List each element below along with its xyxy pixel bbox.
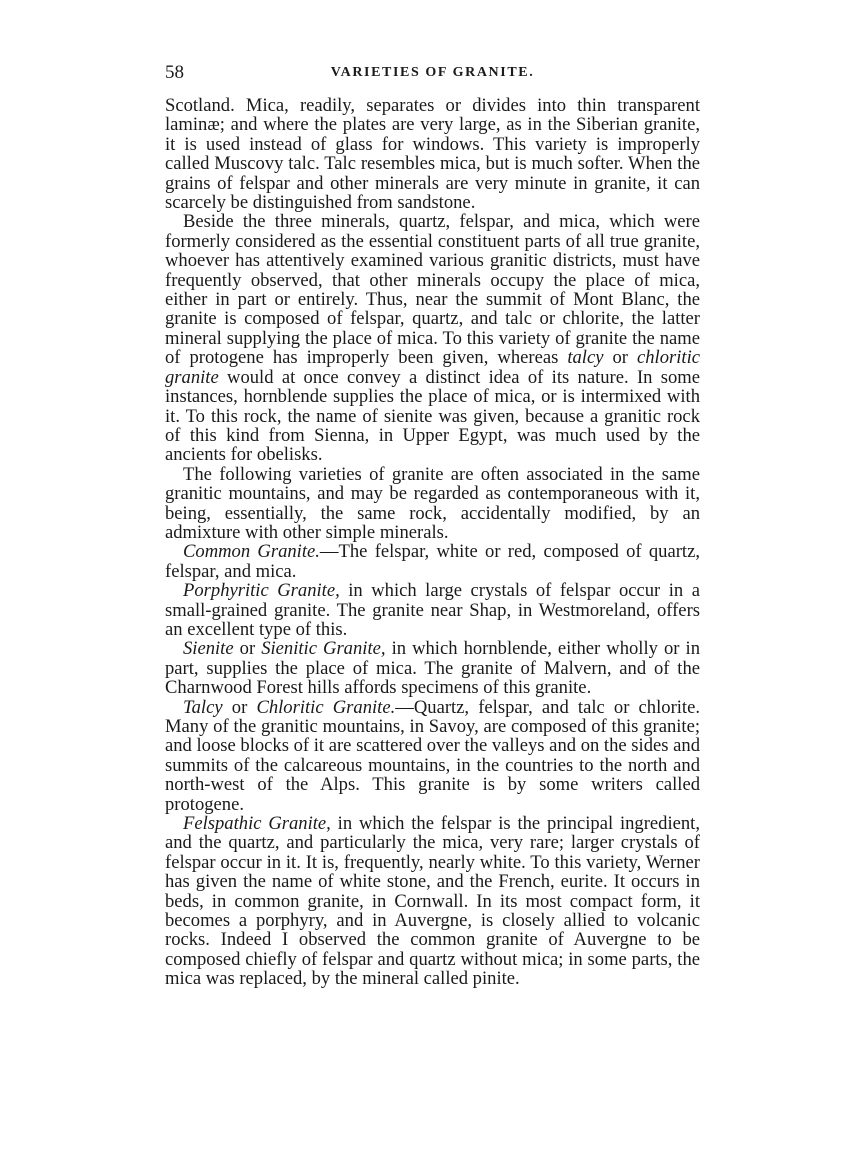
paragraph-text: in which hornblende, either wholly or in part, supplies the place of mica. The granite of Malvern, and of the Charnwood Forest hills affords specimens of this granite. <box>165 638 700 699</box>
paragraph-text: in which the felspar is the principal ingredient, and the quartz, and particularly the mica, very rare; larger crystals of felspar occur in it. It is, frequently, nearly white. To this variety, Werner has given the name of white stone, and the French, eurite. It occurs in beds, in common granite, in Cornwall. In its most compact form, it becomes a porphyry, and in Auvergne, is closely allied to volcanic rocks. Indeed I observed the common granite of Auvergne to be composed chiefly of felspar and quartz without mica; in some parts, the mica was replaced, by the mineral called pinite. <box>165 813 700 990</box>
paragraph-3 <box>165 465 700 543</box>
variety-heading: Sienitic Granite, <box>261 638 386 660</box>
paragraph-felspathic-granite <box>165 814 700 989</box>
paragraph-common-granite <box>165 542 700 581</box>
running-head: VARIETIES OF GRANITE. <box>330 65 535 80</box>
variety-heading: Felspathic Granite, <box>183 813 331 835</box>
paragraph-text: —Quartz, felspar, and talc or chlorite. Many of the granitic mountains, in Savoy, are composed of this granite; and loose blocks of it are scattered over the valleys and on the sides and summits of the calcareous mountains, in the countries to the north and north-west of the Alps. This granite is by some writers called protogene. <box>165 696 700 815</box>
variety-heading: Chloritic Granite. <box>256 696 396 718</box>
italic-term: chloritic granite <box>165 347 700 388</box>
variety-heading: Talcy <box>183 696 223 718</box>
paragraph-text: —The felspar, white or red, composed of quartz, felspar, and mica. <box>165 541 700 582</box>
paragraph-text: The following varieties of granite are often associated in the same granitic mountains, and may be regarded as contemporaneous with it, being, essentially, the same rock, accidentally modified, by an admixture with other simple minerals. <box>165 463 700 543</box>
paragraph-2 <box>165 212 700 464</box>
variety-heading: Sienite <box>183 638 234 660</box>
paragraph-text: Beside the three minerals, quartz, felspar, and mica, which were formerly considered as the essential constituent parts of all true granite, whoever has attentively examined various granitic districts, must have frequently observed, that other minerals occupy the place of mica, either in part or entirely. Thus, near the summit of Mont Blanc, the granite is composed of felspar, quartz, and talc or chlorite, the latter mineral supplying the place of mica. To this variety of granite the name of protogene has improperly been given, whereas <box>165 211 700 369</box>
page-number: 58 <box>165 62 184 83</box>
paragraph-text: or <box>222 696 257 718</box>
variety-heading: Common Granite. <box>183 541 320 563</box>
paragraph-text: would at once convey a distinct idea of its nature. In some instances, hornblende supplies the place of mica, or is intermixed with it. To this rock, the name of sienite was given, because a granitic rock of this kind from Sienna, in Upper Egypt, was much used by the ancients for obelisks. <box>165 366 700 466</box>
paragraph-sienitic-granite <box>165 639 700 697</box>
page-header <box>165 62 700 88</box>
paragraph-text: or <box>603 347 637 369</box>
paragraph-text: or <box>233 638 262 660</box>
paragraph-chloritic-granite <box>165 698 700 814</box>
italic-term: talcy <box>567 347 604 369</box>
paragraph-text: in which large crystals of felspar occur in a small-grained granite. The granite near Shap, in Westmoreland, offers an excellent type of this. <box>165 580 700 640</box>
paragraph-porphyritic-granite <box>165 581 700 639</box>
variety-heading: Porphyritic Granite, <box>183 580 340 602</box>
paragraph-1 <box>165 96 700 212</box>
page-body <box>165 96 700 989</box>
paragraph-text: Scotland. Mica, readily, separates or divides into thin transparent laminæ; and where the plates are very large, as in the Siberian granite, it is used instead of glass for windows. This variety is improperly called Muscovy talc. Talc resembles mica, but is much softer. When the grains of felspar and other minerals are very minute in granite, it can scarcely be distinguished from sandstone. <box>165 95 700 214</box>
